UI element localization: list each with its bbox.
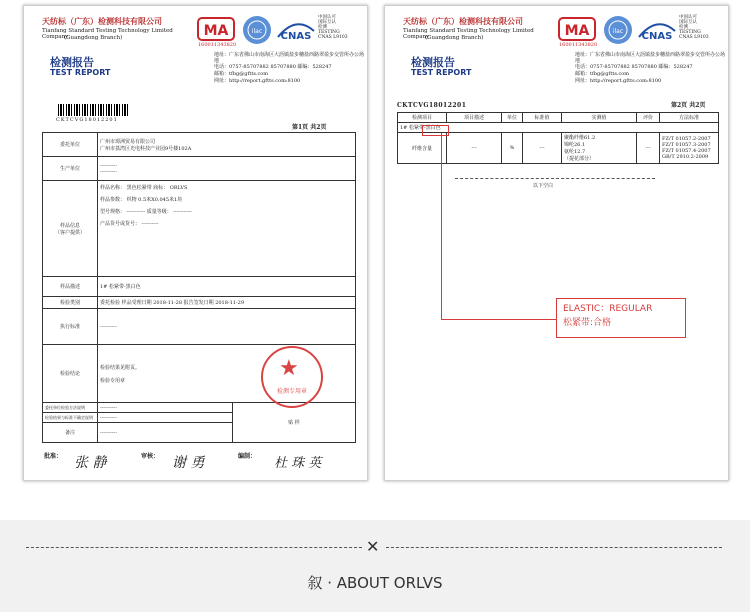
row-value-uncertainty: ---------- xyxy=(98,413,233,423)
header-method-standard: 方法标准 xyxy=(660,113,719,123)
row-value-method-note: ---------- xyxy=(98,403,233,413)
ma-logo xyxy=(555,16,599,50)
cell-desc: --- xyxy=(447,133,502,164)
annotation-callout xyxy=(556,298,686,338)
row-label-standard: 执行标准 xyxy=(43,309,98,345)
ma-logo xyxy=(194,16,238,50)
row-label-manufacturer: 生产单位 xyxy=(43,157,98,181)
row-label-uncertainty: 检验结果与标准不确定说明 xyxy=(43,413,98,423)
sample-row: 1# 松紧带-黑白色 xyxy=(398,123,719,133)
blank-below-note: 以下空白 xyxy=(533,183,554,189)
website-line: 网址：http://report.gftts.com:8100 xyxy=(575,78,662,84)
row-value-client: 广州市璟洲贸易有限公司 广州市荔湾区光电科技产业园9号楼102A xyxy=(98,133,356,157)
cnas-logo xyxy=(637,17,677,43)
report-page-1 xyxy=(23,5,368,481)
compiler-label: 编制： xyxy=(238,453,257,460)
cell-measured: 聚酯纤维61.2 锦纶26.1 氨纶12.7 （提花部分） xyxy=(562,133,637,164)
row-label-method-note: 委托单位检验方法说明 xyxy=(43,403,98,413)
approver-signature: 张 静 xyxy=(74,455,107,471)
phone-line: 电话：0757-85707882 85707880 邮编：528247 xyxy=(575,64,693,70)
company-name-en: Tianfang Standard Testing Technology Limited Company xyxy=(42,28,173,40)
row-label-test-type: 检验类别 xyxy=(43,297,98,309)
row-value-manufacturer: ---------- ---------- xyxy=(98,157,356,181)
compiler-signature: 杜 珠 英 xyxy=(274,456,322,471)
row-value-sample-desc: 1# 松紧带-黑白色 xyxy=(98,277,356,297)
cell-item: 纤维含量 xyxy=(398,133,447,164)
ilac-mra-logo xyxy=(242,15,272,45)
footer-title: 叙 · ABOUT ORLVS xyxy=(307,574,443,592)
header-test-item: 检测项目 xyxy=(398,113,447,123)
report-title-en: TEST REPORT xyxy=(411,68,472,77)
report-page-2 xyxy=(384,5,729,481)
header-unit: 单位 xyxy=(502,113,523,123)
report-number: CKTCVG18012201 xyxy=(397,102,467,109)
annotation-line-1: ELASTIC：REGULAR xyxy=(563,304,653,314)
highlight-box xyxy=(422,125,449,136)
phone-line: 电话：0757-85707882 85707880 邮编：528247 xyxy=(214,64,332,70)
report-title-en: TEST REPORT xyxy=(50,68,111,77)
row-label-conclusion: 检验结论 xyxy=(43,345,98,403)
cnas-side-text: 中国认可 国际互认 检测 TESTING CNAS L9103 xyxy=(679,15,709,40)
reviewer-signature: 谢 勇 xyxy=(172,455,205,471)
footer-section xyxy=(0,520,750,612)
address-line: 地址：广东省佛山市南海区大沥镇盐步穗盐西路翠盈步交管所办公场地 xyxy=(575,52,726,64)
row-value-standard: ---------- xyxy=(98,309,356,345)
company-branch-en: (Guangdong Branch) xyxy=(64,35,123,41)
row-label-sample-desc: 样品描述 xyxy=(43,277,98,297)
svg-text:ilac: ilac xyxy=(612,28,624,35)
barcode xyxy=(58,104,128,116)
row-value-test-type: 委托检验 样品受理日期 2018-11-28 报告签发日期 2018-11-29 xyxy=(98,297,356,309)
svg-text:CNAS: CNAS xyxy=(641,31,673,42)
website-line: 网址：http://report.gftts.com:8100 xyxy=(214,78,301,84)
ilac-mra-logo xyxy=(603,15,633,45)
report-title-cn: 检测报告 xyxy=(411,56,455,69)
cell-standard: --- xyxy=(523,133,562,164)
cnas-logo xyxy=(276,17,316,43)
header-evaluation: 评价 xyxy=(637,113,660,123)
row-label-remarks: 备注 xyxy=(43,423,98,443)
footer-divider-right xyxy=(386,547,722,548)
cell-evaluation: --- xyxy=(637,133,660,164)
report-number: CKTCVG18012201 xyxy=(56,117,118,123)
stamp-text: 检测专用章 xyxy=(276,388,307,395)
header-item-desc: 项目描述 xyxy=(447,113,502,123)
ma-number: 160011343820 xyxy=(198,42,237,48)
page-indicator: 第2页 共2页 xyxy=(671,102,706,109)
svg-text:ilac: ilac xyxy=(251,28,263,35)
stamp-star-icon: ★ xyxy=(279,356,299,381)
inspection-stamp xyxy=(261,346,323,408)
row-value-sample-info: 样品名称： 黑色松紧带 商标： ORLVS 样品参数： 织物 0.5米X0.045米1块 型号规格： ----------- 质量等级： ----------- 产品货号或货号： ---------- xyxy=(98,181,356,277)
cnas-side-text: 中国认可 国际互认 检测 TESTING CNAS L9103 xyxy=(318,15,348,40)
footer-divider-left xyxy=(26,547,362,548)
cell-unit: % xyxy=(502,133,523,164)
row-label-sample-info: 样品信息 （客户提供） xyxy=(43,181,98,277)
test-results-table xyxy=(397,112,719,164)
row-value-conclusion: 检验结果见附页。 检验专用章 xyxy=(98,345,356,403)
email-line: 邮箱：tfbg@gftts.com xyxy=(214,71,269,77)
report-title-cn: 检测报告 xyxy=(50,56,94,69)
cell-method: FZ/T 01057.2-2007 FZ/T 01057.3-2007 FZ/T 01057.4-2007 GB/T 2910.2-2009 xyxy=(660,133,719,164)
callout-line-vertical xyxy=(441,133,442,320)
row-label-client: 委托单位 xyxy=(43,133,98,157)
svg-text:CNAS: CNAS xyxy=(280,31,312,42)
approver-label: 批准： xyxy=(44,453,63,460)
sample-attach-label: 贴 样 xyxy=(233,403,356,443)
row-value-remarks: ---------- xyxy=(98,423,233,443)
table-end-line xyxy=(455,178,655,179)
header-standard-value: 标准值 xyxy=(523,113,562,123)
company-branch-en: (Guangdong Branch) xyxy=(425,35,484,41)
svg-text:MA: MA xyxy=(564,23,590,39)
close-x-icon: ✕ xyxy=(366,537,380,556)
ma-number: 160011343820 xyxy=(559,42,598,48)
company-name-en: Tianfang Standard Testing Technology Limited Company xyxy=(403,28,534,40)
company-name-cn: 天纺标（广东）检测科技有限公司 xyxy=(403,16,523,26)
callout-line-horizontal xyxy=(441,319,556,320)
page-indicator: 第1页 共2页 xyxy=(292,124,327,131)
annotation-line-2: 松紧带:合格 xyxy=(563,318,612,328)
reviewer-label: 审核： xyxy=(141,453,160,460)
svg-text:MA: MA xyxy=(203,23,229,39)
address-line: 地址：广东省佛山市南海区大沥镇盐步穗盐西路翠盈步交管所办公场地 xyxy=(214,52,365,64)
company-name-cn: 天纺标（广东）检测科技有限公司 xyxy=(42,16,162,26)
header-measured-value: 实测值 xyxy=(562,113,637,123)
email-line: 邮箱：tfbg@gftts.com xyxy=(575,71,630,77)
